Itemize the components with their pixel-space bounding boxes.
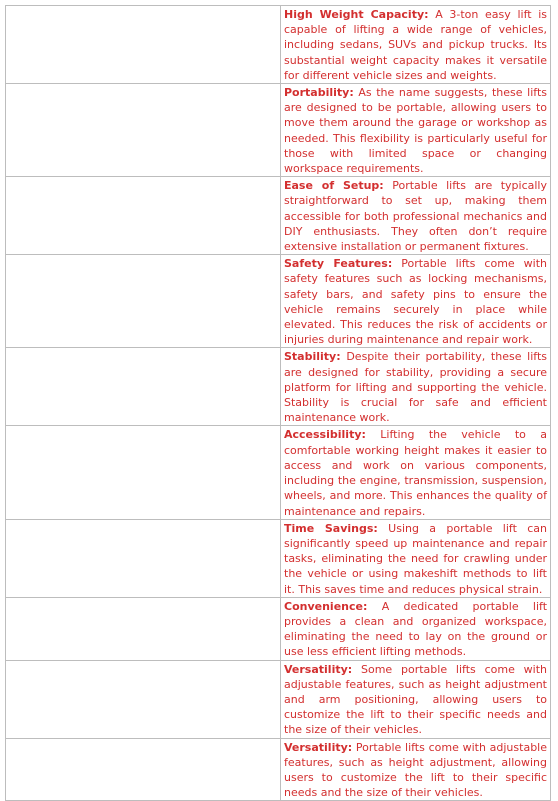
table-row xyxy=(6,348,551,426)
empty-cell xyxy=(6,6,281,84)
table-row xyxy=(6,426,551,519)
feature-cell xyxy=(281,426,551,519)
table-row xyxy=(6,597,551,660)
feature-title: Time Savings: xyxy=(284,521,378,535)
empty-cell xyxy=(6,84,281,177)
feature-description: Despite their portability, these lifts are designed for stability, providing a secure platform for lifting and supporting the vehicle. Stability is crucial for safe and efficient maintenance work. xyxy=(284,350,547,425)
empty-cell xyxy=(6,519,281,597)
feature-description: Portable lifts come with adjustable features, such as height adjustment, allowing users to customize the lift to their specific needs and the size of their vehicles. xyxy=(284,740,547,800)
feature-description: A dedicated portable lift provides a clean and organized workspace, eliminating the need to lay on the ground or use less efficient lifting methods. xyxy=(284,599,548,659)
empty-cell xyxy=(6,255,281,348)
empty-cell xyxy=(6,426,281,519)
feature-cell xyxy=(281,519,551,597)
table-row xyxy=(6,84,551,177)
feature-cell xyxy=(281,597,551,660)
feature-title: Ease of Setup: xyxy=(284,179,384,193)
feature-title: Convenience: xyxy=(284,599,368,613)
feature-title: Portability: xyxy=(284,86,354,100)
feature-title: Versatility: xyxy=(284,662,353,676)
table-row xyxy=(6,738,551,801)
empty-cell xyxy=(6,660,281,738)
empty-cell xyxy=(6,348,281,426)
feature-description: Portable lifts come with safety features such as locking mechanisms, safety bars, and safety pins to ensure the vehicle remains securely in place while elevated. This reduces the risk of accidents or injuries during maintenance and repair work. xyxy=(284,257,548,347)
feature-description: Some portable lifts come with adjustable features, such as height adjustment and arm positioning, allowing users to customize the lift to their specific needs and the size of their vehicles. xyxy=(284,662,547,737)
table-row xyxy=(6,177,551,255)
feature-cell xyxy=(281,255,551,348)
table-row xyxy=(6,255,551,348)
feature-cell xyxy=(281,6,551,84)
feature-cell xyxy=(281,660,551,738)
feature-description: Using a portable lift can significantly speed up maintenance and repair tasks, eliminating the need for crawling under the vehicle or using makeshift methods to lift it. This saves time and reduces physical strain. xyxy=(284,521,547,596)
table-row xyxy=(6,6,551,84)
feature-description: As the name suggests, these lifts are designed to be portable, allowing users to move them around the garage or workshop as needed. This flexibility is particularly useful for those with limited space or changing workspace requirements. xyxy=(284,86,547,176)
empty-cell xyxy=(6,738,281,801)
empty-cell xyxy=(6,597,281,660)
table-row xyxy=(6,519,551,597)
table-row xyxy=(6,660,551,738)
feature-description: Portable lifts are typically straightforward to set up, making them accessible for both professional mechanics and DIY enthusiasts. They often don’t require extensive installation or permanent fixtures. xyxy=(284,179,547,254)
feature-cell xyxy=(281,84,551,177)
feature-cell xyxy=(281,348,551,426)
features-table xyxy=(5,5,551,801)
feature-title: Accessibility: xyxy=(284,428,366,442)
feature-description: Lifting the vehicle to a comfortable working height makes it easier to access and work on various components, including the engine, transmission, suspension, wheels, and more. This enhances the quality of maintenance and repairs. xyxy=(284,428,548,518)
feature-cell xyxy=(281,177,551,255)
feature-title: Versatility: xyxy=(284,740,353,754)
feature-title: High Weight Capacity: xyxy=(284,8,429,21)
feature-title: Stability: xyxy=(284,350,341,364)
feature-title: Safety Features: xyxy=(284,257,393,271)
feature-cell xyxy=(281,738,551,801)
feature-description: A 3-ton easy lift is capable of lifting a wide range of vehicles, including sedans, SUVs and pickup trucks. Its substantial weight capacity makes it versatile for different vehicle sizes and weights. xyxy=(284,8,548,82)
empty-cell xyxy=(6,177,281,255)
